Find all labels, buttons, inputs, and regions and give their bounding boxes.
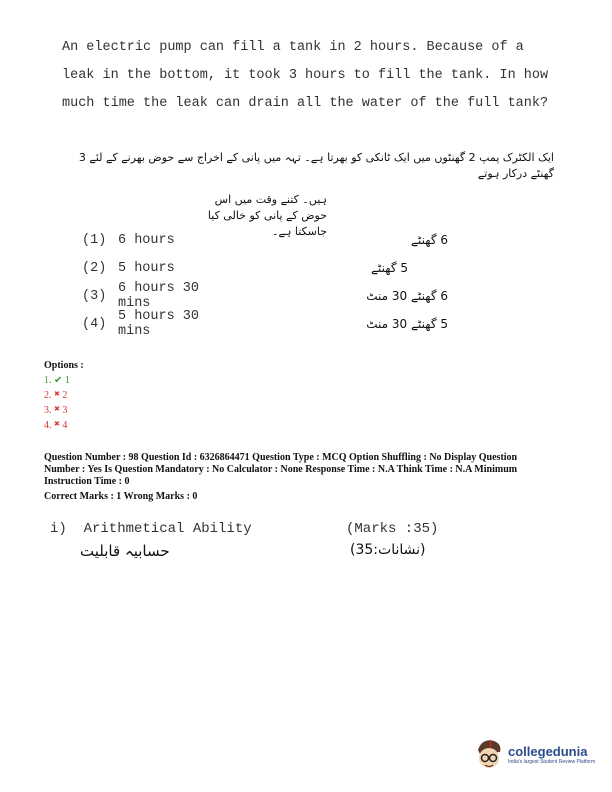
choice-2 <box>82 254 408 282</box>
cross-icon: ✖ <box>54 390 60 398</box>
logo-brand: collegedunia <box>508 744 588 759</box>
option-label: 1 <box>64 375 70 386</box>
option-prefix: 3. <box>44 405 52 416</box>
question-text-english: An electric pump can fill a tank in 2 hours. Because of a leak in the bottom, it took 3 hours to fill the tank. In how much time the leak can drain all the water of the full tank? <box>62 40 549 111</box>
option-3 <box>44 405 67 416</box>
option-prefix: 1. <box>44 375 52 386</box>
section-title: i) Arithmetical Ability <box>50 521 252 537</box>
question-text-urdu-line2: ہیں۔ کتنے وقت میں اس حوض کے پانی کو خالی کیا جاسکتا ہے۔ <box>207 193 327 238</box>
mascot-icon <box>474 738 504 772</box>
question-text-urdu-line1: ایک الکٹرک پمپ 2 گھنٹوں میں ایک ٹانکی کو بھرتا ہے۔ تہہ میں پانی کے اخراج سے حوض بھرنے کے لئے 3 گھنٹے درکار ہوتے <box>78 151 554 180</box>
choice-urdu: 5 گھنٹے 30 منٹ <box>366 317 448 331</box>
option-label: 3 <box>62 405 68 416</box>
section-marks: (Marks :35) <box>346 521 439 537</box>
choice-urdu: 6 گھنٹے 30 منٹ <box>366 289 448 303</box>
section-title-urdu: حسابیہ قابلیت <box>80 542 170 560</box>
option-label: 2 <box>62 390 68 401</box>
cross-icon: ✖ <box>54 405 60 413</box>
option-label: 4 <box>62 420 68 431</box>
choice-1 <box>82 226 448 254</box>
choice-english: 6 hours <box>118 232 175 248</box>
choice-number: (2) <box>82 260 107 276</box>
question-details: Question Number : 98 Question Id : 6326864471 Question Type : MCQ Option Shuffling : No Display Question Number : Yes Is Question Mandatory : No Calculator : None Response Time : N.A Think Time : N.A Minimum Instruction Time : 0 <box>44 452 518 487</box>
marks-info: Correct Marks : 1 Wrong Marks : 0 <box>44 491 198 502</box>
logo-tagline: India's largest Student Review Platform <box>508 759 596 765</box>
choice-english: 6 hours 30 mins <box>118 281 200 311</box>
option-prefix: 4. <box>44 420 52 431</box>
collegedunia-logo <box>474 738 604 772</box>
option-1 <box>44 375 70 386</box>
option-2 <box>44 390 67 401</box>
choice-number: (3) <box>82 288 107 304</box>
cross-icon: ✖ <box>54 420 60 428</box>
choice-urdu: 5 گھنٹے <box>371 261 408 275</box>
choice-number: (4) <box>82 316 107 332</box>
check-icon: ✔ <box>54 375 63 386</box>
options-heading: Options : <box>44 360 84 371</box>
choice-urdu: 6 گھنٹے <box>411 233 448 247</box>
choice-english: 5 hours <box>118 260 175 276</box>
option-4 <box>44 420 67 431</box>
choice-number: (1) <box>82 232 107 248</box>
choice-3 <box>82 282 448 310</box>
choice-english: 5 hours 30 mins <box>118 309 200 339</box>
section-marks-urdu: (نشانات:35) <box>350 542 426 558</box>
choice-4 <box>82 310 448 338</box>
option-prefix: 2. <box>44 390 52 401</box>
